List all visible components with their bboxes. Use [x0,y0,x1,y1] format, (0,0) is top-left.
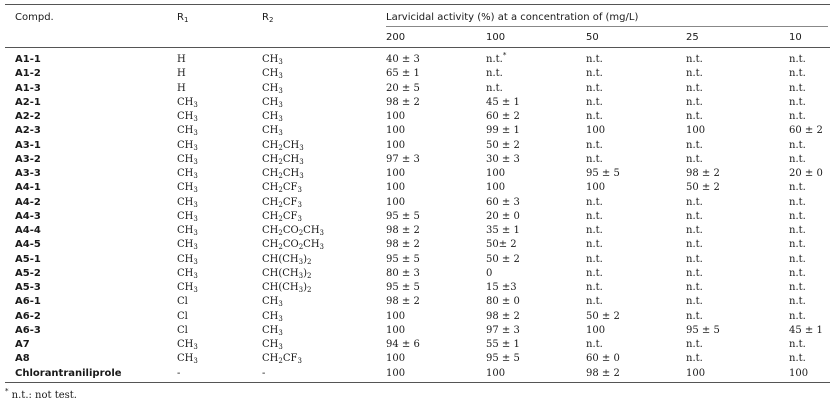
r2-value: $CH_3$ [262,125,283,138]
compound-name: A5-1 [15,253,41,265]
activity-value: n.t. [586,239,603,251]
r1-value: $CH_3$ [177,267,198,280]
activity-value: n.t. [586,68,603,80]
activity-value: 100 [386,139,406,151]
activity-value: 98 ± 2 [386,225,420,236]
r1-value: $CH_3$ [177,182,198,195]
compound-name: A7 [15,339,30,350]
activity-value: 98 ± 2 [386,239,420,251]
activity-value: 45 ± 1 [789,324,823,336]
activity-value: 50± 2 [486,239,517,251]
r2-value: $CH_2CF_3$ [262,182,302,195]
activity-value: 98 ± 2 [386,96,420,108]
activity-value: 40 ± 3 [386,54,420,65]
activity-value: n.t. [586,196,603,208]
activity-value: n.t. [686,111,703,122]
r1-value: $CH_3$ [177,225,198,237]
activity-value: n.t. [686,54,703,65]
activity-value: n.t. [686,139,703,151]
compound-name: Chlorantraniliprole [15,367,122,379]
compound-name: A6-1 [15,296,41,308]
activity-value: n.t.* [486,51,507,65]
r1-value: Cl [177,296,188,308]
activity-value: 50 ± 2 [686,182,720,194]
r2-value: $CH_3$ [262,296,283,309]
activity-value: n.t. [789,139,806,151]
compound-name: A4-2 [15,196,41,208]
activity-value: n.t. [789,282,806,293]
top-rule [5,4,830,5]
activity-value: 60 ± 3 [486,196,520,208]
activity-value: n.t. [486,68,503,80]
r2-value: $CH_3$ [262,339,283,351]
r1-value: $CH_3$ [177,339,198,351]
header-activity: Larvicidal activity (%) at a concentration of (mg/L) [386,12,639,23]
r2-value: $CH_2CH_3$ [262,153,304,166]
header-rule [5,47,830,48]
activity-value: n.t. [686,96,703,108]
compound-name: A4-1 [15,182,41,194]
compound-name: A4-4 [15,225,41,236]
activity-value: 100 [586,125,606,137]
header-r2: $R_2$ [262,12,274,24]
activity-value: 20 ± 5 [386,82,420,94]
activity-value: n.t. [789,310,806,322]
activity-value: n.t. [586,282,603,293]
activity-value: 100 [586,324,606,336]
r2-value: $CH_3$ [262,68,283,81]
activity-value: n.t. [789,182,806,194]
r1-value: $CH_3$ [177,210,198,223]
header-conc-25: 25 [686,32,699,43]
activity-value: n.t. [486,82,503,94]
activity-value: 100 [386,353,406,365]
activity-value: n.t. [686,339,703,350]
compound-name: A6-3 [15,324,41,336]
compound-name: A3-1 [15,139,41,151]
activity-value: n.t. [586,139,603,151]
activity-value: 30 ± 3 [486,153,520,165]
activity-value: n.t. [789,267,806,279]
activity-value: n.t. [586,82,603,94]
activity-value: n.t. [686,225,703,236]
r2-value: $CH_2CF_3$ [262,210,302,223]
activity-value: 100 [789,367,809,379]
r2-value: $CH_2CH_3$ [262,139,304,152]
activity-value: 100 [686,125,706,137]
r2-value: - [262,367,266,379]
activity-value: 100 [386,168,406,179]
r2-value: $CH_2CH_3$ [262,168,304,180]
activity-value: 60 ± 0 [586,353,620,365]
activity-value: n.t. [686,296,703,308]
r1-value: Cl [177,310,188,322]
compound-name: A1-3 [15,82,41,94]
activity-subrule [386,26,828,27]
compound-name: A5-2 [15,267,41,279]
activity-value: 20 ± 0 [789,168,823,179]
activity-value: 15 ±3 [486,282,517,293]
activity-value: n.t. [586,267,603,279]
r1-value: Cl [177,324,188,336]
activity-value: 95 ± 5 [386,253,420,265]
activity-value: 100 [386,111,406,122]
r2-value: $CH(CH_3)_2$ [262,282,312,294]
activity-value: n.t. [789,296,806,308]
activity-value: 60 ± 2 [789,125,823,137]
activity-value: n.t. [686,239,703,251]
activity-value: 20 ± 0 [486,210,520,222]
activity-value: 100 [386,310,406,322]
activity-value: n.t. [686,353,703,365]
activity-value: 50 ± 2 [486,139,520,151]
activity-value: n.t. [686,210,703,222]
activity-value: n.t. [586,296,603,308]
r1-value: $CH_3$ [177,139,198,152]
activity-value: n.t. [789,353,806,365]
activity-value: n.t. [686,310,703,322]
compound-name: A8 [15,353,30,365]
activity-value: n.t. [789,54,806,65]
activity-value: 98 ± 2 [586,367,620,379]
activity-value: 60 ± 2 [486,111,520,122]
activity-value: n.t. [789,339,806,350]
compound-name: A2-3 [15,125,41,137]
activity-value: n.t. [586,210,603,222]
activity-value: 35 ± 1 [486,225,520,236]
activity-value: n.t. [789,225,806,236]
activity-value: 55 ± 1 [486,339,520,350]
activity-value: 100 [486,168,506,179]
r2-value: $CH_3$ [262,96,283,109]
activity-value: n.t. [789,111,806,122]
compound-name: A3-2 [15,153,41,165]
activity-value: 98 ± 2 [486,310,520,322]
activity-value: n.t. [789,210,806,222]
activity-value: 95 ± 5 [386,282,420,293]
r1-value: $CH_3$ [177,196,198,209]
activity-value: n.t. [586,96,603,108]
r1-value: $CH_3$ [177,153,198,166]
activity-value: 100 [386,182,406,194]
r1-value: $CH_3$ [177,111,198,123]
activity-value: 95 ± 5 [486,353,520,365]
activity-value: n.t. [586,225,603,236]
r1-value: $CH_3$ [177,168,198,180]
compound-name: A4-5 [15,239,41,251]
activity-value: 65 ± 1 [386,68,420,80]
r1-value: H [177,68,186,80]
r2-value: $CH_3$ [262,54,283,66]
activity-value: 100 [386,125,406,137]
activity-value: n.t. [686,196,703,208]
activity-value: n.t. [686,153,703,165]
header-compd: Compd. [15,12,54,23]
r2-value: $CH_2CO_2CH_3$ [262,239,325,252]
compound-name: A1-1 [15,54,41,65]
activity-value: n.t. [686,267,703,279]
r2-value: $CH_2CF_3$ [262,353,302,366]
activity-value: 100 [486,182,506,194]
r2-value: $CH(CH_3)_2$ [262,267,312,280]
activity-value: 80 ± 0 [486,296,520,308]
r1-value: - [177,367,181,379]
activity-value: 100 [386,196,406,208]
activity-value: 98 ± 2 [386,296,420,308]
activity-value: 97 ± 3 [486,324,520,336]
header-conc-10: 10 [789,32,802,43]
r1-value: $CH_3$ [177,353,198,366]
activity-value: n.t. [686,82,703,94]
r2-value: $CH(CH_3)_2$ [262,253,312,266]
activity-value: 50 ± 2 [486,253,520,265]
r1-value: $CH_3$ [177,282,198,294]
activity-value: n.t. [789,253,806,265]
header-conc-100: 100 [486,32,506,43]
activity-value: n.t. [586,253,603,265]
r2-value: $CH_3$ [262,111,283,123]
activity-value: n.t. [586,153,603,165]
compound-name: A1-2 [15,68,41,80]
activity-value: 45 ± 1 [486,96,520,108]
header-conc-200: 200 [386,32,406,43]
compound-name: A3-3 [15,168,41,179]
activity-value: n.t. [686,68,703,80]
activity-value: n.t. [789,153,806,165]
header-r1: $R_1$ [177,12,189,24]
activity-value: 100 [486,367,506,379]
header-conc-50: 50 [586,32,599,43]
r1-value: H [177,54,186,65]
compound-name: A5-3 [15,282,41,293]
r1-value: $CH_3$ [177,125,198,138]
activity-value: n.t. [789,196,806,208]
activity-value: 0 [486,267,493,279]
activity-value: 100 [386,324,406,336]
r1-value: $CH_3$ [177,253,198,266]
activity-value: n.t. [686,253,703,265]
activity-value: n.t. [586,339,603,350]
footnote: * n.t.: not test. [5,387,77,401]
activity-value: 100 [686,367,706,379]
activity-value: n.t. [789,239,806,251]
activity-value: n.t. [686,282,703,293]
compound-name: A2-1 [15,96,41,108]
activity-value: 80 ± 3 [386,267,420,279]
r2-value: $CH_3$ [262,324,283,337]
bottom-rule [5,382,830,383]
activity-value: 95 ± 5 [686,324,720,336]
activity-value: n.t. [789,82,806,94]
r2-value: $CH_2CF_3$ [262,196,302,209]
activity-value: 100 [586,182,606,194]
compound-name: A6-2 [15,310,41,322]
r2-value: $CH_3$ [262,310,283,323]
activity-value: 99 ± 1 [486,125,520,137]
activity-value: n.t. [789,68,806,80]
activity-value: n.t. [789,96,806,108]
activity-value: n.t. [586,54,603,65]
r1-value: H [177,82,186,94]
r1-value: $CH_3$ [177,239,198,252]
activity-value: 97 ± 3 [386,153,420,165]
activity-value: 50 ± 2 [586,310,620,322]
activity-value: 95 ± 5 [386,210,420,222]
r2-value: $CH_2CO_2CH_3$ [262,225,325,237]
activity-value: 95 ± 5 [586,168,620,179]
r2-value: $CH_3$ [262,82,283,95]
activity-value: 100 [386,367,406,379]
r1-value: $CH_3$ [177,96,198,109]
activity-value: 98 ± 2 [686,168,720,179]
activity-value: n.t. [586,111,603,122]
activity-value: 94 ± 6 [386,339,420,350]
compound-name: A4-3 [15,210,41,222]
compound-name: A2-2 [15,111,41,122]
